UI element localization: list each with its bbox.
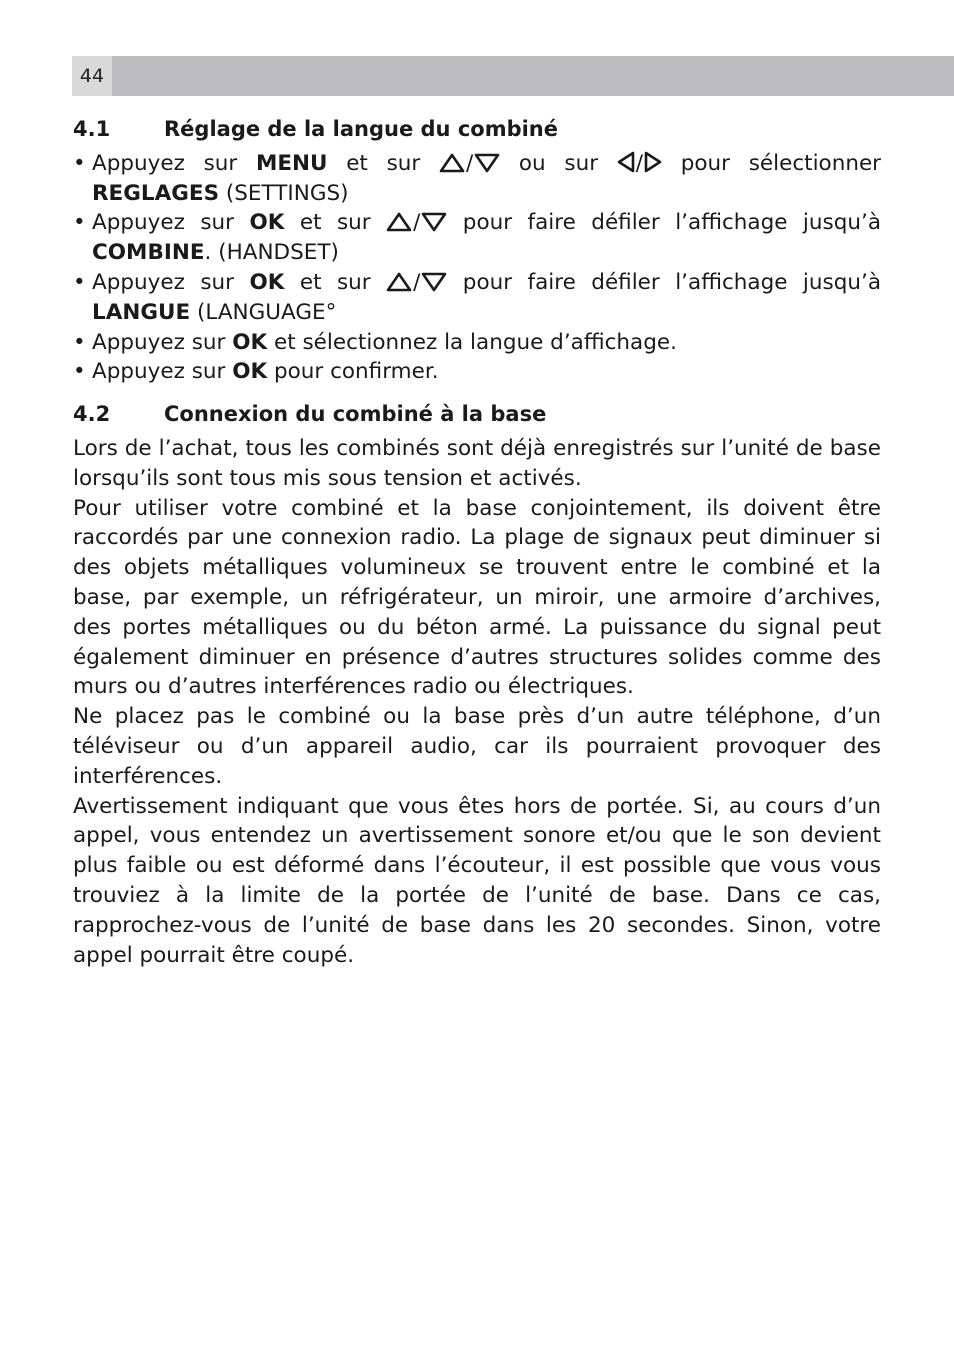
key-label: OK — [249, 269, 285, 295]
paragraph: Pour utiliser votre combiné et la base conjointement, ils doivent être raccordés par une connexion radio. La plage de signaux peut diminuer si des objets métalliques volumineux se trouvent entre le combiné et la base, par exemple, un réfrigérateur, un miroir, une armoire d’archives, des portes métalliques ou du béton armé. La puissance du signal peut également diminuer en présence d’autres structures solides comme des murs ou d’autres interférences radio ou électriques. — [73, 495, 881, 700]
bullet-dot: • — [73, 329, 86, 355]
bullet-dot: • — [73, 150, 86, 176]
text-run: et sur — [284, 269, 387, 295]
text-run: Appuyez sur — [92, 329, 233, 355]
key-label: OK — [232, 359, 268, 385]
list-item-text — [92, 328, 881, 358]
text-run: Appuyez sur — [92, 359, 233, 385]
text-run: ou sur — [500, 150, 617, 176]
slash-separator: / — [413, 269, 421, 295]
list-item — [73, 328, 881, 358]
text-run: pour faire défiler l’affichage jusqu’à — [447, 269, 882, 295]
bullet-dot: • — [73, 269, 86, 295]
paragraph: Ne placez pas le combiné ou la base près d’un autre téléphone, d’un téléviseur ou d’un appareil audio, car ils pourraient provoquer des interférences. — [73, 704, 881, 789]
list-item-text — [92, 149, 881, 209]
section-title: Connexion du combiné à la base — [164, 402, 547, 427]
text-run: (LANGUAGE° — [190, 299, 337, 325]
section-title: Réglage de la langue du combiné — [164, 117, 558, 141]
text-run: pour sélectionner — [662, 150, 882, 176]
key-label: MENU — [255, 150, 328, 176]
text-run: et sur — [284, 210, 387, 236]
left-arrow-icon — [617, 151, 635, 173]
menu-item-label: LANGUE — [92, 299, 191, 325]
text-run: (SETTINGS) — [219, 180, 349, 206]
list-item — [73, 268, 881, 328]
bullet-dot: • — [73, 359, 86, 385]
section-heading-4-2 — [73, 400, 881, 430]
instruction-list — [73, 149, 881, 387]
menu-item-label: COMBINE — [92, 240, 205, 266]
text-run: . (HANDSET) — [204, 240, 339, 266]
text-run: pour confirmer. — [267, 359, 439, 385]
list-item-text — [92, 208, 881, 268]
key-label: OK — [249, 210, 285, 236]
paragraph: Lors de l’achat, tous les combinés sont déjà enregistrés sur l’unité de base lorsqu’ils sont tous mis sous tension et activés. — [73, 435, 881, 491]
menu-item-label: REGLAGES — [92, 180, 220, 206]
text-run: pour faire défiler l’affichage jusqu’à — [447, 210, 882, 236]
slash-separator: / — [465, 150, 474, 176]
list-item — [73, 149, 881, 209]
slash-separator: / — [413, 210, 421, 236]
up-arrow-icon — [439, 153, 465, 173]
down-arrow-icon — [421, 272, 447, 292]
header-bar — [72, 56, 954, 96]
list-item — [73, 357, 881, 387]
page-content — [73, 115, 881, 970]
page-number: 44 — [72, 56, 112, 96]
paragraph: Avertissement indiquant que vous êtes hors de portée. Si, au cours d’un appel, vous entendez un avertissement sonore et/ou que le son devient plus faible ou est déformé dans l’écouteur, il est possible que vous vous trouviez à la limite de la portée de l’unité de base. Dans ce cas, rapprochez-vous de l’unité de base dans les 20 secondes. Sinon, votre appel pourrait être coupé. — [73, 793, 881, 968]
bullet-dot: • — [73, 210, 86, 236]
text-run: et sur — [327, 150, 439, 176]
down-arrow-icon — [474, 153, 500, 173]
up-arrow-icon — [386, 272, 412, 292]
text-run: Appuyez sur — [92, 210, 250, 236]
section-number: 4.2 — [73, 402, 111, 427]
text-run: Appuyez sur — [92, 150, 256, 176]
list-item — [73, 208, 881, 268]
section-heading-4-1 — [73, 115, 881, 145]
text-run: et sélectionnez la langue d’affichage. — [267, 329, 677, 355]
key-label: OK — [232, 329, 268, 355]
text-run: Appuyez sur — [92, 269, 250, 295]
right-arrow-icon — [644, 151, 662, 173]
list-item-text — [92, 268, 881, 328]
section-number: 4.1 — [73, 117, 111, 141]
down-arrow-icon — [421, 212, 447, 232]
up-arrow-icon — [386, 212, 412, 232]
slash-separator: / — [635, 150, 644, 176]
list-item-text — [92, 357, 881, 387]
